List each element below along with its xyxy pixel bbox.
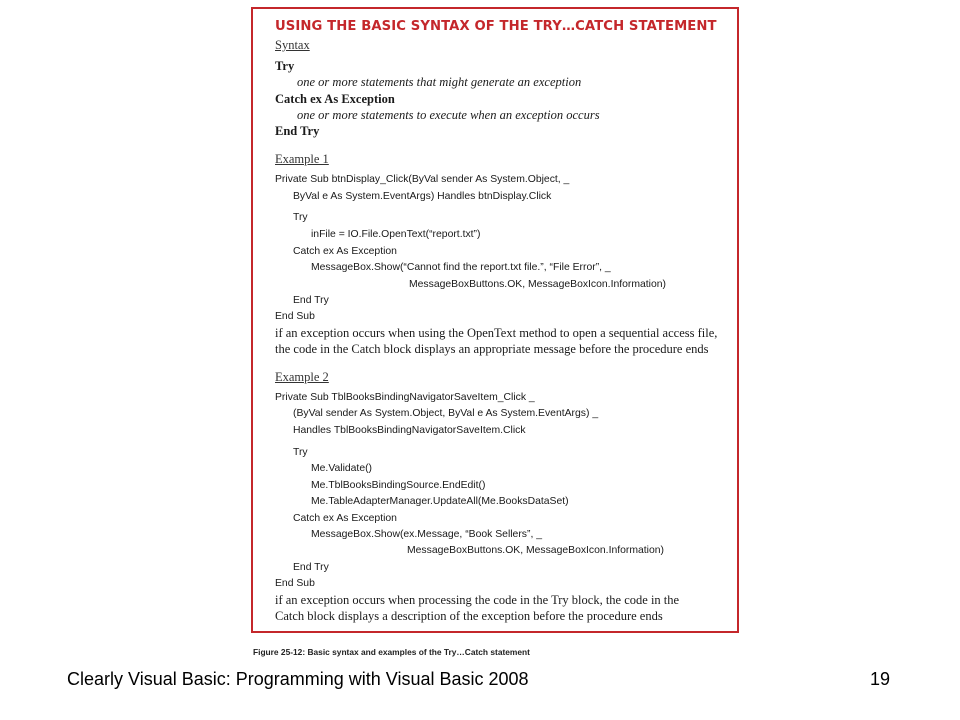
code-line: End Try [293,295,329,306]
syntax-heading: Syntax [275,38,310,52]
code-line: MessageBoxButtons.OK, MessageBoxIcon.Information) [407,545,665,556]
code-line: Handles TblBooksBindingNavigatorSaveItem.Click [293,425,526,436]
example2-explanation: Catch block displays a description of the exception before the procedure ends [275,609,663,623]
code-line: Me.Validate() [311,463,373,474]
code-line: End Sub [275,578,315,589]
code-line: MessageBoxButtons.OK, MessageBoxIcon.Information) [409,279,667,290]
code-line: MessageBox.Show(“Cannot find the report.txt file.”, “File Error”, _ [311,262,611,273]
code-line: Catch ex As Exception [293,246,397,257]
page-number: 19 [870,669,891,689]
code-line: Me.TableAdapterManager.UpdateAll(Me.BooksDataSet) [311,496,569,507]
code-line: End Sub [275,311,315,322]
syntax-catch-body: one or more statements to execute when an exception occurs [297,108,600,122]
code-line: Private Sub btnDisplay_Click(ByVal sender As System.Object, _ [275,174,570,185]
syntax-try-body: one or more statements that might generate an exception [297,75,582,89]
syntax-catch: Catch ex As Exception [275,92,395,106]
code-line: Try [293,212,308,223]
syntax-end-try: End Try [275,124,320,138]
code-line: Catch ex As Exception [293,513,397,524]
example1-explanation: the code in the Catch block displays an appropriate message before the procedure ends [275,342,709,356]
code-line: Me.TblBooksBindingSource.EndEdit() [311,480,486,491]
figure-title: USING THE BASIC SYNTAX OF THE TRY…CATCH STATEMENT [275,19,717,34]
code-line: Try [293,447,308,458]
code-line: (ByVal sender As System.Object, ByVal e As System.EventArgs) _ [293,408,599,419]
example1-heading: Example 1 [275,152,329,166]
code-line: ByVal e As System.EventArgs) Handles btnDisplay.Click [293,191,552,202]
code-line: inFile = IO.File.OpenText(“report.txt”) [311,229,481,240]
syntax-try: Try [275,59,295,73]
code-line: End Try [293,562,329,573]
example2-explanation: if an exception occurs when processing the code in the Try block, the code in the [275,593,680,607]
code-line: MessageBox.Show(ex.Message, “Book Sellers”, _ [311,529,543,540]
example1-explanation: if an exception occurs when using the OpenText method to open a sequential access file, [275,326,718,340]
footer-book-title: Clearly Visual Basic: Programming with Visual Basic 2008 [67,669,529,689]
example2-heading: Example 2 [275,370,329,384]
figure-caption: Figure 25-12: Basic syntax and examples of the Try…Catch statement [253,647,530,657]
code-line: Private Sub TblBooksBindingNavigatorSaveItem_Click _ [275,392,535,403]
